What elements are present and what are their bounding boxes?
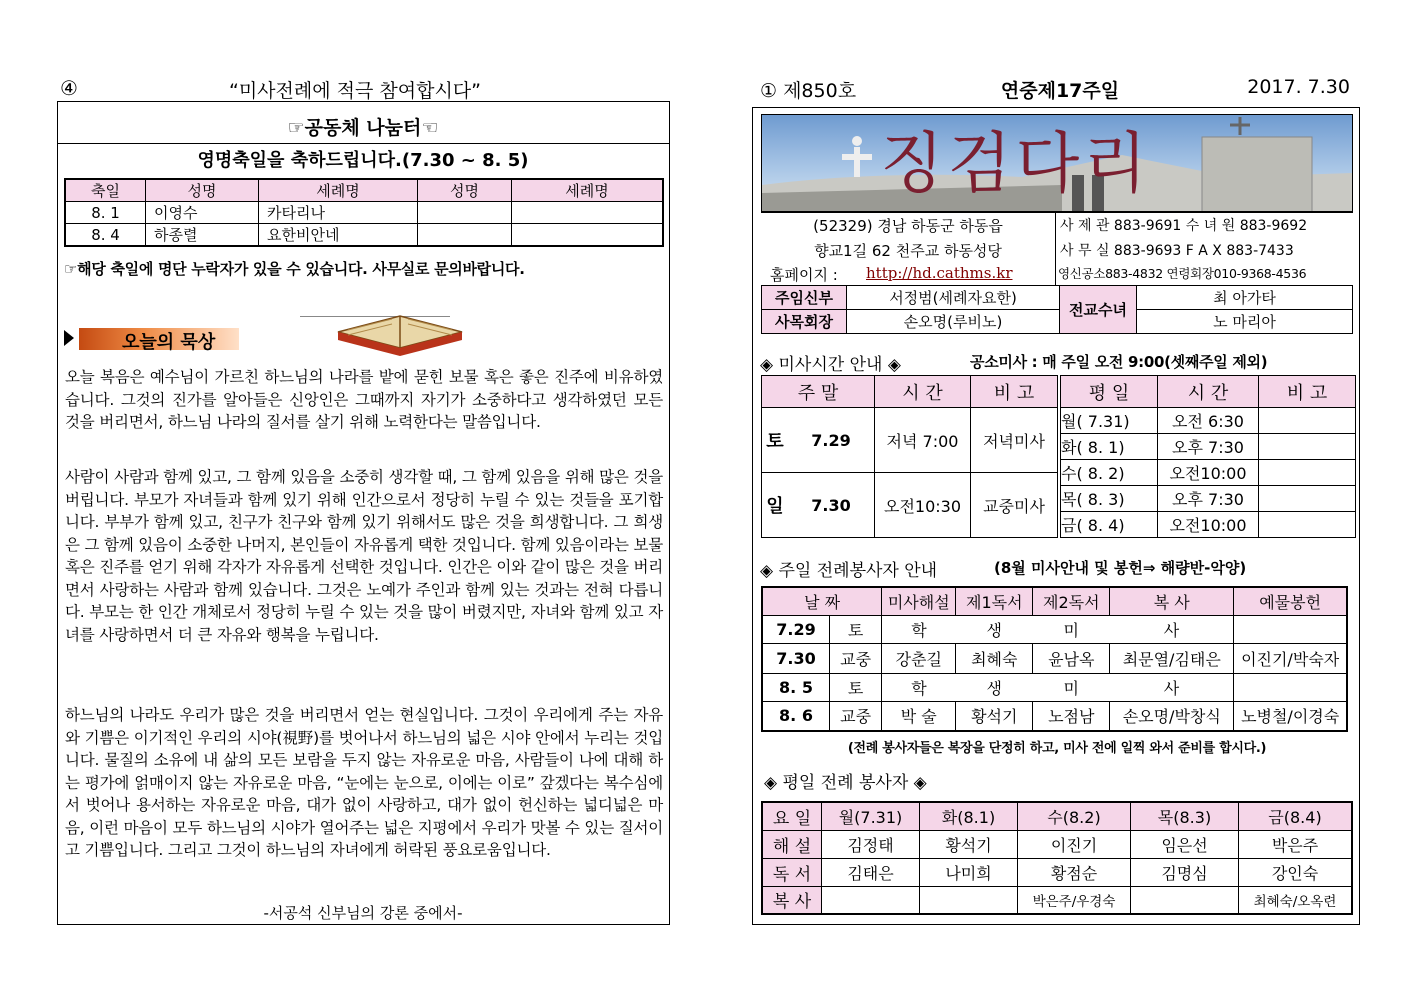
table-cell: 생 xyxy=(956,673,1033,701)
table-cell: 교중 xyxy=(830,701,882,731)
table-cell xyxy=(1234,673,1347,701)
header-cell: 목(8.3) xyxy=(1131,802,1239,830)
mission-mass-note: 공소미사 : 매 주일 오전 9:00(셋째주일 제외) xyxy=(970,353,1268,371)
meditation-paragraph: 하느님의 나라도 우리가 많은 것을 버리면서 얻는 현실입니다. 그것이 우리에게 주는 자유와 기쁨은 이기적인 우리의 시야(視野)를 벗어나서 하느님의 넓은 시야 안에서 누리는 것입니다. 물질의 소유에 내 삶의 모든 보람을 두지 않는 자유로운 마음, 사람들이 나에 대해 하는 평가에 얽매이지 않는 자유로운 마음, “눈에는 눈으로, 이에는 이로” 갚겠다는 복수심에서 벗어나 용서하는 자유로운 마음, 대가 없이 사랑하고, 대가 없이 헌신하는 넓디넓은 마음, 이런 마음이 모두 하느님의 시야가 열어주는 넓은 지평에서 우리가 맛볼 수 있는 질서이고 기쁨입니다. 그리고 그것이 하느님의 자녀에게 허락된 풍요로움입니다. xyxy=(65,706,664,859)
table-cell: 노점남 xyxy=(1033,701,1110,731)
header-cell: 요 일 xyxy=(762,802,822,830)
table-cell: 목( 8. 3) xyxy=(1061,486,1158,512)
header-cell: 주 말 xyxy=(762,376,875,408)
table-row xyxy=(1061,408,1356,434)
table-cell: 오전 6:30 xyxy=(1158,408,1259,434)
table-cell: 저녁미사 xyxy=(971,408,1058,473)
staff-table xyxy=(761,285,1353,334)
table-cell: 사 xyxy=(1110,673,1234,701)
parish-address-2: 향교1길 62 천주교 하동성당 xyxy=(814,242,1002,260)
section-title: ☞공동체 나눔터☜ xyxy=(287,117,439,139)
table-row xyxy=(762,408,1058,473)
servers-title: ◈ 주일 전례봉사자 안내 xyxy=(760,561,938,581)
phone-line-1: 사 제 관 883-9691 수 녀 원 883-9692 xyxy=(1060,218,1308,234)
table-cell: 강인숙 xyxy=(1239,858,1353,886)
header-cell: 제1독서 xyxy=(956,587,1033,615)
header-cell: 평 일 xyxy=(1061,376,1158,408)
council-name: 손오명(루비노) xyxy=(847,310,1060,334)
divider xyxy=(1055,211,1056,285)
table-cell: 최문열/김태은 xyxy=(1110,643,1234,673)
table-cell: 최혜숙 xyxy=(956,643,1033,673)
table-row xyxy=(65,202,663,224)
phone-line-3: 영신공소883-4832 연령회장010-9368-4536 xyxy=(1058,266,1307,281)
table-cell: 7.29 xyxy=(788,408,875,473)
header-cell: 성명 xyxy=(146,179,259,202)
table-cell: 8. 5 xyxy=(762,673,830,701)
table-row xyxy=(762,643,1347,673)
table-row xyxy=(65,224,663,247)
header-cell: 축일 xyxy=(65,179,146,202)
header-cell: 미사해설 xyxy=(882,587,956,615)
table-cell xyxy=(920,886,1018,914)
table-cell: 7.30 xyxy=(788,473,875,538)
table-row xyxy=(1061,486,1356,512)
parish-address-1: (52329) 경남 하동군 하동읍 xyxy=(813,217,1003,235)
header-cell: 수(8.2) xyxy=(1018,802,1131,830)
table-cell: 오후 7:30 xyxy=(1158,434,1259,460)
header-cell: 세례명 xyxy=(259,179,418,202)
table-cell: 요한비안네 xyxy=(259,224,418,247)
meditation-label: 오늘의 묵상 xyxy=(122,332,216,353)
table-cell: 토 xyxy=(830,615,882,643)
homepage-label: 홈페이지 : xyxy=(770,266,838,284)
table-cell: 8. 6 xyxy=(762,701,830,731)
table-cell: 황석기 xyxy=(920,830,1018,858)
open-book-icon xyxy=(330,302,470,360)
header-cell: 시 간 xyxy=(875,376,971,408)
table-cell xyxy=(1259,408,1356,434)
table-cell: 이진기/박숙자 xyxy=(1234,643,1347,673)
table-cell: 오후 7:30 xyxy=(1158,486,1259,512)
council-label: 사목회장 xyxy=(762,310,847,334)
table-cell: 화( 8. 1) xyxy=(1061,434,1158,460)
table-cell: 오전10:00 xyxy=(1158,460,1259,486)
table-cell: 7.29 xyxy=(762,615,830,643)
table-cell xyxy=(1259,486,1356,512)
meditation-source: -서공석 신부님의 강론 중에서- xyxy=(263,904,463,922)
weekday-servers-table xyxy=(761,801,1353,915)
table-cell: 토 xyxy=(830,673,882,701)
table-cell xyxy=(512,202,664,224)
table-cell: 오전10:30 xyxy=(875,473,971,538)
table-cell: 노병철/이경숙 xyxy=(1234,701,1347,731)
table-cell: 카타리나 xyxy=(259,202,418,224)
table-row xyxy=(762,701,1347,731)
feast-table-header xyxy=(65,179,663,202)
row-label: 복 사 xyxy=(762,886,822,914)
feast-table xyxy=(64,178,664,247)
table-cell: 저녁 7:00 xyxy=(875,408,971,473)
table-row xyxy=(762,886,1352,914)
servers-footnote: (전례 봉사자들은 복장을 단정히 하고, 미사 전에 일찍 와서 준비를 합시다.) xyxy=(847,741,1267,756)
table-cell: 김정태 xyxy=(822,830,920,858)
nun-name: 노 마리아 xyxy=(1137,310,1353,334)
header-cell: 시 간 xyxy=(1158,376,1259,408)
table-cell xyxy=(1259,460,1356,486)
table-cell: 미 xyxy=(1033,673,1110,701)
triangle-bullet-icon xyxy=(64,330,74,346)
table-cell: 8. 1 xyxy=(65,202,146,224)
issue-date: 2017. 7.30 xyxy=(1247,76,1350,98)
table-cell: 생 xyxy=(956,615,1033,643)
table-cell xyxy=(822,886,920,914)
table-cell: 박은주 xyxy=(1239,830,1353,858)
table-row xyxy=(1061,512,1356,538)
weekday-servers-title: ◈ 평일 전례 봉사자 ◈ xyxy=(764,773,927,793)
row-label: 독 서 xyxy=(762,858,822,886)
table-cell xyxy=(1259,434,1356,460)
table-row xyxy=(762,473,1058,538)
header-cell: 예물봉헌 xyxy=(1234,587,1347,615)
table-cell: 나미희 xyxy=(920,858,1018,886)
table-cell xyxy=(1131,886,1239,914)
table-row xyxy=(1061,460,1356,486)
table-cell: 교중미사 xyxy=(971,473,1058,538)
table-cell xyxy=(1234,615,1347,643)
table-cell: 7.30 xyxy=(762,643,830,673)
mass-schedule-title: ◈ 미사시간 안내 ◈ xyxy=(760,355,901,375)
header-cell: 비 고 xyxy=(971,376,1058,408)
page-number: ④ xyxy=(60,76,78,100)
weekend-mass-table xyxy=(761,375,1058,538)
table-row xyxy=(762,615,1347,643)
table-cell: 월( 7.31) xyxy=(1061,408,1158,434)
table-row xyxy=(1061,434,1356,460)
table-cell xyxy=(418,224,512,247)
table-cell: 이영수 xyxy=(146,202,259,224)
table-cell: 수( 8. 2) xyxy=(1061,460,1158,486)
header-cell: 세례명 xyxy=(512,179,664,202)
weekday-mass-table xyxy=(1060,375,1356,538)
table-cell: 미 xyxy=(1033,615,1110,643)
feast-title: 영명축일을 축하드립니다.(7.30 ~ 8. 5) xyxy=(197,150,529,171)
table-row xyxy=(762,802,1352,830)
banner-title: 징검다리 xyxy=(880,125,1152,202)
table-cell: 황석기 xyxy=(956,701,1033,731)
table-cell: 김태은 xyxy=(822,858,920,886)
divider xyxy=(761,211,1353,212)
header-cell: 화(8.1) xyxy=(920,802,1018,830)
table-cell: 사 xyxy=(1110,615,1234,643)
header-cell: 금(8.4) xyxy=(1239,802,1353,830)
pastor-name: 서정범(세례자요한) xyxy=(847,286,1060,310)
table-cell: 토 xyxy=(762,408,789,473)
table-row xyxy=(762,830,1352,858)
table-cell: 8. 4 xyxy=(65,224,146,247)
nun-label: 전교수녀 xyxy=(1060,286,1137,334)
header-cell: 월(7.31) xyxy=(822,802,920,830)
sunday-servers-table xyxy=(761,586,1348,732)
table-row xyxy=(762,673,1347,701)
table-cell: 박 술 xyxy=(882,701,956,731)
row-label: 해 설 xyxy=(762,830,822,858)
table-cell: 교중 xyxy=(830,643,882,673)
table-cell: 임은선 xyxy=(1131,830,1239,858)
table-cell xyxy=(1259,512,1356,538)
table-cell: 일 xyxy=(762,473,789,538)
header-cell: 성명 xyxy=(418,179,512,202)
header-cell: 비 고 xyxy=(1259,376,1356,408)
issue-number: ① 제850호 xyxy=(760,80,857,102)
table-cell: 하종렬 xyxy=(146,224,259,247)
divider xyxy=(57,143,669,144)
phone-line-2: 사 무 실 883-9693 F A X 883-7433 xyxy=(1060,243,1294,259)
homepage-link[interactable]: http://hd.cathms.kr xyxy=(866,264,1013,282)
pastor-label: 주임신부 xyxy=(762,286,847,310)
table-cell xyxy=(512,224,664,247)
table-cell: 오전10:00 xyxy=(1158,512,1259,538)
servers-note: (8월 미사안내 및 봉헌⇒ 해량반-악양) xyxy=(994,559,1247,577)
table-cell: 손오명/박창식 xyxy=(1110,701,1234,731)
table-cell: 강춘길 xyxy=(882,643,956,673)
table-cell: 윤남옥 xyxy=(1033,643,1110,673)
table-cell: 학 xyxy=(882,615,956,643)
table-cell: 박은주/우경숙 xyxy=(1018,886,1131,914)
table-cell: 김명심 xyxy=(1131,858,1239,886)
liturgical-week: 연중제17주일 xyxy=(1000,80,1120,102)
meditation-paragraph: 사람이 사람과 함께 있고, 그 함께 있음을 소중히 생각할 때, 그 함께 있음을 위해 많은 것을 버립니다. 부모가 자녀들과 함께 있기 위해 인간으로서 정당히 누릴 수 있는 것들을 포기합니다. 부부가 함께 있고, 친구가 친구와 함께 있기 위해서도 많은 것을 희생합니다. 그 희생은 그 함께 있음이 소중한 나머지, 본인들이 자유롭게 택한 것입니다. 함께 있음이라는 보물 혹은 진주를 얻기 위해 각자가 자유롭게 선택한 것입니다. 인간은 이와 같이 많은 것을 버리면서 사랑하는 사람과 함께 있습니다. 그것은 노예가 주인과 함께 있는 것과는 전혀 다릅니다. 부모는 한 인간 개체로서 정당히 누릴 수 있는 것을 많이 버렸지만, 자녀와 함께 있고 자녀를 사랑하면서 더 큰 자유와 행복을 누립니다. xyxy=(65,468,664,644)
header-cell: 제2독서 xyxy=(1033,587,1110,615)
notice-text: ☞해당 축일에 명단 누락자가 있을 수 있습니다. 사무실로 문의바랍니다. xyxy=(64,260,525,278)
table-cell: 금( 8. 4) xyxy=(1061,512,1158,538)
slogan: “미사전례에 적극 참여합시다” xyxy=(228,80,481,102)
meditation-paragraph: 오늘 복음은 예수님이 가르친 하느님의 나라를 밭에 묻힌 보물 혹은 좋은 진주에 비유하였습니다. 그것의 진가를 알아들은 신앙인은 그때까지 자기가 소중하다고 생각하였던 모든 것을 버리면서, 하느님 나라의 질서를 살기 위해 노력한다는 말씀입니다. xyxy=(65,368,663,431)
table-row xyxy=(762,858,1352,886)
table-cell: 황점순 xyxy=(1018,858,1131,886)
table-cell: 최혜숙/오옥련 xyxy=(1239,886,1353,914)
table-cell xyxy=(418,202,512,224)
table-cell: 이진기 xyxy=(1018,830,1131,858)
table-cell: 학 xyxy=(882,673,956,701)
header-cell: 복 사 xyxy=(1110,587,1234,615)
nun-name: 최 아가타 xyxy=(1137,286,1353,310)
header-cell: 날 짜 xyxy=(762,587,882,615)
